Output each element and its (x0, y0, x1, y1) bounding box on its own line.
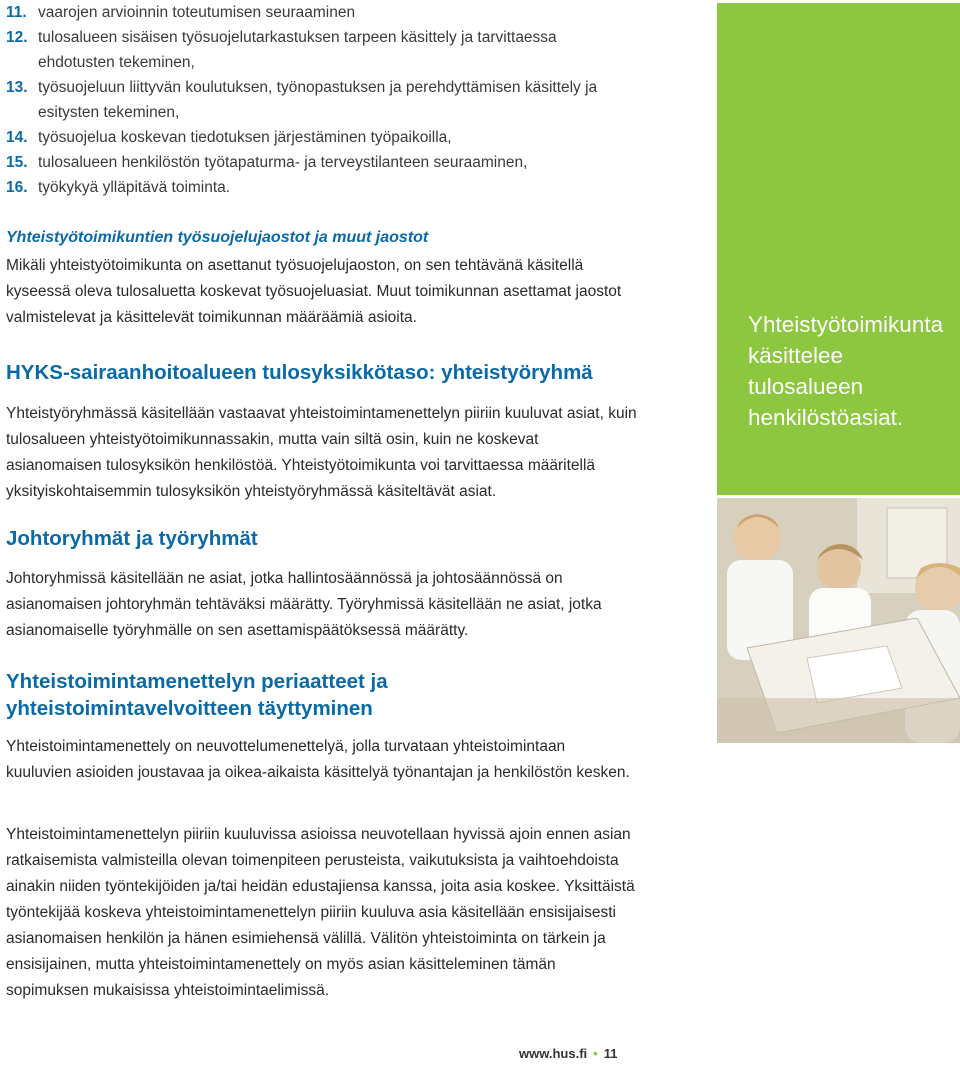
pull-quote: Yhteistyötoimikunta käsittelee tulosalueen henkilöstöasiat. (748, 312, 944, 430)
section-body-yhteistyoryhma: Yhteistyöryhmässä käsitellään vastaavat yhteistoimintamenettelyn piiriin kuuluvat asiat, kuin tulosalueen yhteistyötoimikunnassakin, mutta vain siltä osin, kuin ne koskevat asianomaisen tulosyksikön henkilöstöä. Yhteistyötoimikunta voi tarvittaessa määritellä yksityiskohtaisemmin tulosyksikön yhteistyöryhmässä käsiteltävät asiat. (6, 405, 637, 500)
list-number: 12. (6, 29, 28, 46)
list-text: työsuojeluun liittyvän koulutuksen, työnopastuksen ja perehdyttämisen käsittely ja esitysten tekeminen, (38, 79, 598, 121)
section-body-periaatteet-1: Yhteistoimintamenettely on neuvottelumenettelyä, jolla turvataan yhteistoimintaan kuuluvien asioiden joustavaa ja oikea-aikaista käsittelyä työnantajan ja henkilöstön kesken. (6, 738, 630, 781)
list-number: 16. (6, 179, 28, 196)
heading-line: Yhteistoimintamenettelyn periaatteet ja (6, 670, 388, 693)
section-body-johtoryhmat: Johtoryhmissä käsitellään ne asiat, jotka hallintosäännössä ja johtosäännössä on asianomaisen johtoryhmän tehtäväksi määrätty. Työryhmissä käsitellään ne asiat, jotka asianomaiselle työryhmälle on sen asettamispäätöksessä määrätty. (6, 570, 602, 639)
page-footer (519, 1046, 617, 1061)
list-number: 13. (6, 79, 28, 96)
list-number: 11. (6, 4, 27, 21)
list-number: 15. (6, 154, 28, 171)
section-heading-johtoryhmat: Johtoryhmät ja työryhmät (6, 527, 258, 550)
section-body-jaostot: Mikäli yhteistyötoimikunta on asettanut työsuojelujaoston, on sen tehtävänä käsitellä kyseessä oleva tulosaluetta koskevat työsuojeluasiat. Muut toimikunnan asettamat jaostot valmistelevat ja käsittelevät toimikunnan määräämiä asioita. (6, 257, 622, 326)
list-text: työkykyä ylläpitävä toiminta. (38, 179, 231, 196)
section-heading-yhteistyoryhma: HYKS-sairaanhoitoalueen tulosyksikkötaso: yhteistyöryhmä (6, 361, 593, 384)
pull-quote-box (717, 3, 960, 495)
list-text: tulosalueen henkilöstön työtapaturma- ja terveystilanteen seuraaminen, (38, 154, 528, 171)
list-text: työsuojelua koskevan tiedotuksen järjestäminen työpaikoilla, (38, 129, 452, 146)
section-body-periaatteet-2: Yhteistoimintamenettelyn piiriin kuuluvissa asioissa neuvotellaan hyvissä ajoin ennen asian ratkaisemista valmisteilla olevan toimenpiteen perusteista, vaikutuksista ja vaihtoehdoista ainakin niiden työntekijöiden ja/tai heidän edustajiensa kanssa, joita asia koskee. Yksittäistä työntekijää koskeva yhteistoimintamenettelyn piiriin kuuluva asia käsitellään ensisijaisesti asianomaisen henkilön ja hänen esimiehensä välillä. Välitön yhteistoiminta on tärkein ja ensisijainen, mutta yhteistoimintamenettely on myös asian käsitteleminen tämän sopimuksen mukaisissa yhteistoimintaelimissä. (6, 826, 635, 999)
section-heading-periaatteet (6, 668, 388, 722)
footer-separator: • (593, 1046, 598, 1061)
footer-url: www.hus.fi (519, 1046, 588, 1061)
nurses-photo (717, 498, 960, 743)
nurses-illustration (717, 498, 960, 743)
page-number: 11 (603, 1046, 618, 1061)
section-heading-jaostot: Yhteistyötoimikuntien työsuojelujaostot ja muut jaostot (6, 229, 429, 246)
heading-line: yhteistoimintavelvoitteen täyttyminen (6, 697, 373, 720)
list-text: tulosalueen sisäisen työsuojelutarkastuksen tarpeen käsittely ja tarvittaessa ehdotusten tekeminen, (38, 29, 557, 71)
list-number: 14. (6, 129, 28, 146)
list-text: vaarojen arvioinnin toteutumisen seuraaminen (38, 4, 356, 21)
